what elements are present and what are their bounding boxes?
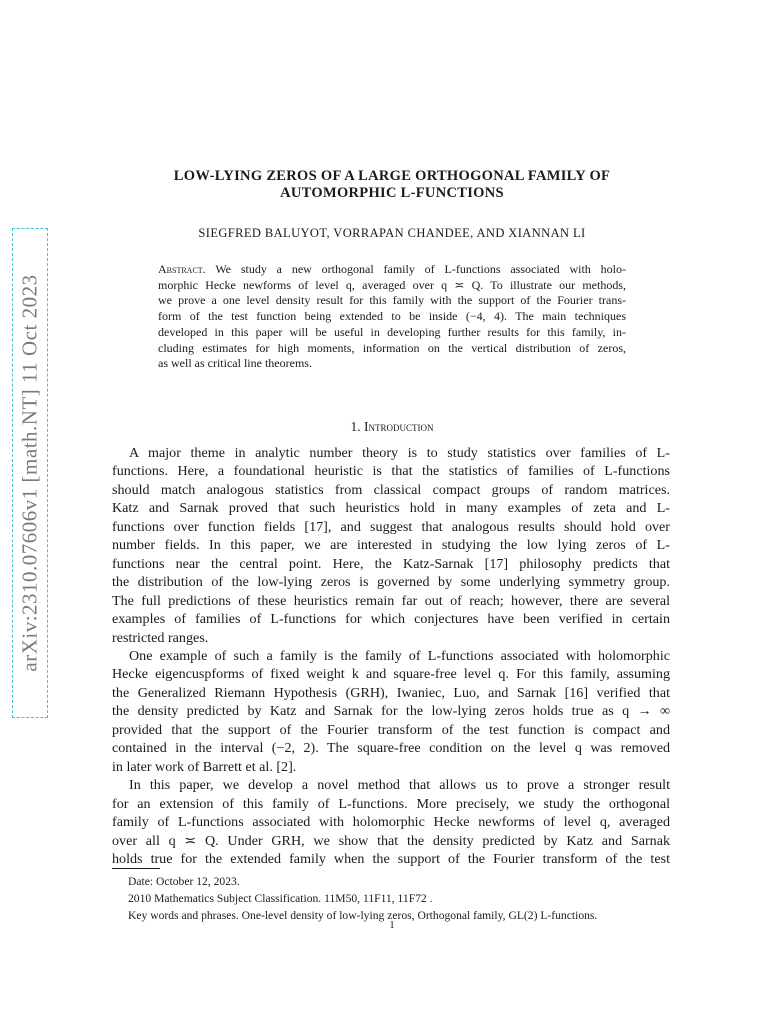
section-title: Introduction [364, 419, 434, 434]
abstract-line: form of the test function being extended to be inside (−4, 4). The main techniques [158, 309, 626, 324]
body-line: for an extension of this family of L-functions. More precisely, we study the orthogonal [112, 795, 670, 812]
abstract-line: we prove a one level density result for this family with the support of the Fourier trans- [158, 293, 626, 308]
body-line: the density predicted by Katz and Sarnak for the low-lying zeros holds true as q → ∞ [112, 703, 670, 720]
body-line: functions near the central point. Here, the Katz-Sarnak [17] philosophy predicts that [112, 555, 670, 572]
abstract-line: Abstract. We study a new orthogonal family of L-functions associated with holo- [158, 262, 626, 276]
body-line: The full predictions of these heuristics remain far out of reach; however, there are several [112, 592, 670, 609]
footnote-msc: 2010 Mathematics Subject Classification. 11M50, 11F11, 11F72 . [128, 892, 433, 905]
footnote-rule [112, 868, 160, 869]
body-line: provided that the support of the Fourier transform of the test function is compact and [112, 721, 670, 738]
paper-title [100, 168, 684, 202]
body-line: One example of such a family is the family of L-functions associated with holomorphic [129, 647, 670, 664]
body-text [112, 444, 670, 868]
title-line-1: LOW-LYING ZEROS OF A LARGE ORTHOGONAL FAMILY OF [173, 168, 611, 184]
footnote-date: Date: October 12, 2023. [128, 875, 240, 888]
abstract-line: developed in this paper will be useful in developing further results for this family, in- [158, 324, 626, 339]
abstract-line: cluding estimates for high moments, information on the vertical distribution of zeros, [158, 340, 626, 355]
abstract-label: Abstract. [158, 262, 206, 276]
body-line: the distribution of the low-lying zeros is governed by some underlying symmetry group. [112, 574, 670, 591]
abstract-line: as well as critical line theorems. [158, 356, 312, 371]
body-line: the Generalized Riemann Hypothesis (GRH), Iwaniec, Luo, and Sarnak [16] verified that [112, 684, 670, 701]
body-line: examples of families of L-functions for which conjectures have been verified in certain [112, 611, 670, 628]
body-line: should match analogous statistics from classical compact groups of random matrices. [112, 481, 670, 498]
body-line: A major theme in analytic number theory is to study statistics over families of L- [129, 445, 670, 461]
body-line: contained in the interval (−2, 2). The square-free condition on the level q was removed [112, 740, 670, 757]
arxiv-identifier-stamp[interactable] [12, 228, 48, 718]
footnotes [112, 873, 682, 924]
page-number: 1 [389, 919, 395, 931]
body-line: Katz and Sarnak proved that such heuristics hold in many examples of zeta and L- [112, 500, 670, 517]
body-line: restricted ranges. [112, 629, 209, 646]
body-line: in later work of Barrett et al. [2]. [112, 758, 297, 775]
author-list: SIEGFRED BALUYOT, VORRAPAN CHANDEE, AND XIANNAN LI [198, 226, 586, 240]
body-line: functions. Here, a foundational heuristic is that the statistics of families of L-functions [112, 463, 670, 480]
arxiv-identifier-text: arXiv:2310.07606v1 [math.NT] 11 Oct 2023 [17, 274, 42, 672]
section-number: 1. [350, 419, 361, 434]
abstract [158, 262, 626, 372]
footnote-keywords: Key words and phrases. One-level density of low-lying zeros, Orthogonal family, GL(2) L-functions. [128, 909, 598, 922]
section-heading [100, 419, 684, 435]
body-line: In this paper, we develop a novel method that allows us to prove a stronger result [129, 777, 670, 794]
body-line: number fields. In this paper, we are interested in studying the low lying zeros of L- [112, 537, 670, 554]
body-line: Hecke eigencuspforms of fixed weight k and square-free level q. For this family, assuming [112, 666, 670, 683]
body-line: family of L-functions associated with holomorphic Hecke newforms of level q, averaged [112, 814, 670, 831]
body-line: holds true for the extended family when the support of the Fourier transform of the test [112, 850, 670, 867]
body-line: functions over function fields [17], and suggest that analogous results should hold over [112, 518, 670, 535]
body-line: over all q ≍ Q. Under GRH, we show that the density predicted by Katz and Sarnak [112, 832, 670, 849]
title-line-2: AUTOMORPHIC L-FUNCTIONS [280, 185, 504, 201]
abstract-line: morphic Hecke newforms of level q, averaged over q ≍ Q. To illustrate our methods, [158, 277, 626, 292]
